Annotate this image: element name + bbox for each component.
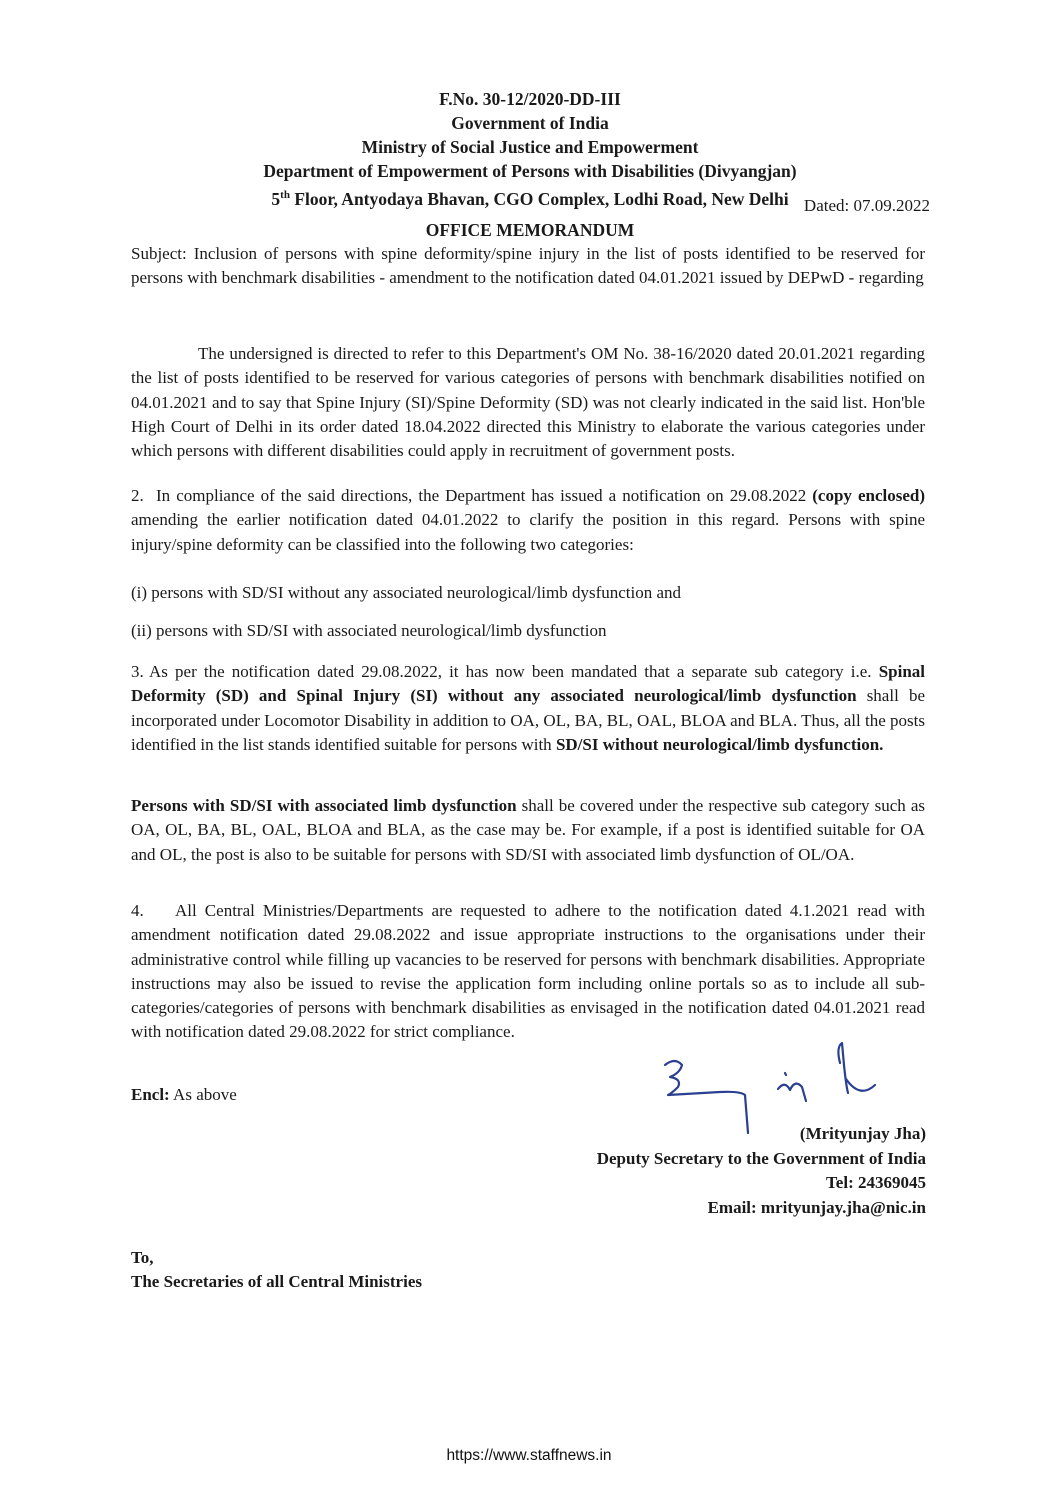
paragraph-4: 4. All Central Ministries/Departments are requested to adhere to the notification dated 4.1.2021 read with amendment notification dated 29.08.2022 and issue appropriate instructions to the organisations under their administrative control while filling up vacancies to be reserved for persons with benchmark disabilities. Appropriate instructions may also be issued to revise the application form including online portals so as to include all sub-categories/categories of persons with benchmark disabilities as envisaged in the notification dated 04.01.2021 read with notification dated 29.08.2022 for strict compliance.: [131, 901, 925, 1042]
paragraph-2: 2. In compliance of the said directions, the Department has issued a notification on 29.08.2022 (copy enclosed) amending the earlier notification dated 04.01.2022 to clarify the position in this regard. Persons with spine injury/spine deformity can be classified into the following two categories:: [131, 486, 925, 554]
office-address: 5th Floor, Antyodaya Bhavan, CGO Complex, Lodhi Road, New Delhi: [271, 188, 789, 209]
enclosure-note: Encl: As above: [131, 1085, 237, 1104]
memo-date: Dated: 07.09.2022: [803, 196, 930, 215]
department-name: Department of Empowerment of Persons with Disabilities (Divyangjan): [263, 161, 797, 181]
memo-subject: Subject: Inclusion of persons with spine deformity/spine injury in the list of posts identified to be reserved for persons with benchmark disabilities - amendment to the notification dated 04.01.2021 issued by DEPwD - regarding: [131, 244, 925, 288]
category-item-2: (ii) persons with SD/SI with associated neurological/limb dysfunction: [131, 621, 607, 640]
letterhead: [130, 87, 930, 211]
to-label: To,: [131, 1248, 154, 1267]
signatory-email: Email: mrityunjay.jha@nic.in: [707, 1197, 926, 1217]
footer-watermark-url: https://www.staffnews.in: [446, 1447, 612, 1464]
paragraph-1: The undersigned is directed to refer to this Department's OM No. 38-16/2020 dated 20.01.2021 regarding the list of posts identified to be reserved for various categories of persons with benchmark disabilities notified on 04.01.2021 and to say that Spine Injury (SI)/Spine Deformity (SD) was not clearly indicated in the said list. Hon'ble High Court of Delhi in its order dated 18.04.2022 directed this Ministry to elaborate the various categories under which persons with different disabilities could apply in recruitment of government posts.: [131, 344, 925, 461]
signatory-phone: Tel: 24369045: [826, 1173, 926, 1192]
signatory-name: (Mrityunjay Jha): [799, 1124, 926, 1143]
file-number: F.No. 30-12/2020-DD-III: [439, 89, 621, 109]
handwritten-signature-icon: [650, 1035, 950, 1135]
signatory-block: [597, 1122, 926, 1220]
paragraph-3-continued: Persons with SD/SI with associated limb dysfunction shall be covered under the respective sub category such as OA, OL, BA, BL, OAL, BLOA and BLA, as the case may be. For example, if a post is identified suitable for OA and OL, the post is also to be suitable for persons with SD/SI with associated limb dysfunction of OL/OA.: [131, 796, 925, 864]
signatory-designation: Deputy Secretary to the Government of India: [596, 1148, 926, 1168]
paragraph-3: 3. As per the notification dated 29.08.2022, it has now been mandated that a separate sub category i.e. Spinal Deformity (SD) and Spinal Injury (SI) without any associated neurological/limb dysfunction shall be incorporated under Locomotor Disability in addition to OA, OL, BA, BL, OAL, BLOA and BLA. Thus, all the posts identified in the list stands identified suitable for persons with SD/SI without neurological/limb dysfunction.: [131, 662, 925, 754]
memo-title: OFFICE MEMORANDUM: [425, 220, 635, 240]
government-name: Government of India: [451, 113, 609, 133]
category-item-1: (i) persons with SD/SI without any associated neurological/limb dysfunction and: [131, 583, 682, 602]
ministry-name: Ministry of Social Justice and Empowerment: [361, 137, 699, 157]
recipient: The Secretaries of all Central Ministries: [131, 1272, 422, 1291]
addressee-block: [131, 1246, 422, 1294]
